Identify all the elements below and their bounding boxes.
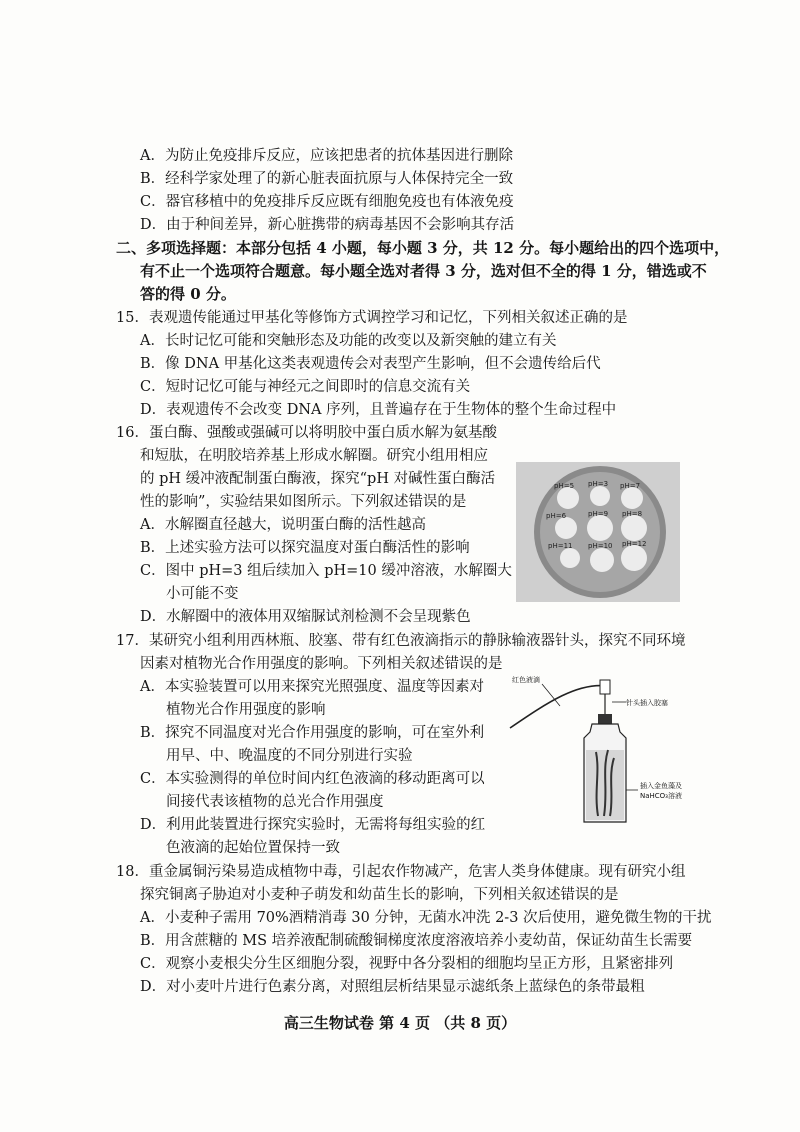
q17-option-a: A．本实验装置可以用来探究光照强度、温度等因素对 xyxy=(140,679,484,695)
q16-option-a: A．水解圈直径越大，说明蛋白酶的活性越高 xyxy=(140,517,426,533)
q15-option-b: B．像 DNA 甲基化这类表观遗传会对表型产生影响，但不会遗传给后代 xyxy=(140,356,601,372)
drop-pointer xyxy=(542,684,560,706)
q15-option-a: A．长时记忆可能和突触形态及功能的改变以及新突触的建立有关 xyxy=(140,333,557,349)
hydrolysis-circle xyxy=(555,517,577,539)
hydrolysis-circle xyxy=(621,487,643,509)
dish-label-ph9: pH=9 xyxy=(588,510,609,518)
hydrolysis-circles xyxy=(555,486,647,572)
tube-connector xyxy=(600,680,610,694)
apparatus-figure xyxy=(508,672,688,832)
dish-label-ph11: pH=11 xyxy=(548,542,573,550)
hydrolysis-circle xyxy=(587,515,613,541)
q16-stem-line4: 性的影响”，实验结果如图所示。下列叙述错误的是 xyxy=(140,494,467,510)
hydrolysis-circle xyxy=(590,548,614,572)
label-solution: NaHCO₃溶液 xyxy=(640,792,682,800)
section2-heading-line2: 有不止一个选项符合题意。每小题全选对者得 3 分，选对但不全的得 1 分，错选或不 xyxy=(140,262,707,280)
q17-option-b-cont: 用早、中、晚温度的不同分别进行实验 xyxy=(166,748,413,764)
q16-stem-line3: 的 pH 缓冲液配制蛋白酶液，探究“pH 对碱性蛋白酶活 xyxy=(140,471,496,487)
petri-dish-figure xyxy=(516,462,680,602)
q16-option-d: D．水解圈中的液体用双缩脲试剂检测不会呈现紫色 xyxy=(140,609,471,625)
q17-option-d-cont: 色液滴的起始位置保持一致 xyxy=(166,840,340,856)
q17-option-d: D．利用此装置进行探究实验时，无需将每组实验的红 xyxy=(140,817,486,833)
dish-label-ph12: pH=12 xyxy=(622,540,647,548)
label-needle: 针头插入胶塞 xyxy=(626,699,668,707)
label-plant: 插入金鱼藻及 xyxy=(640,782,682,790)
dish-label-ph5: pH=5 xyxy=(554,482,575,490)
q18-option-c: C．观察小麦根尖分生区细胞分裂，视野中各分裂相的细胞均呈正方形，且紧密排列 xyxy=(140,956,674,972)
q15-option-d: D．表观遗传不会改变 DNA 序列，且普遍存在于生物体的整个生命过程中 xyxy=(140,402,617,418)
q16-option-c-cont: 小可能不变 xyxy=(166,586,239,602)
q17-option-b: B．探究不同温度对光合作用强度的影响，可在室外利 xyxy=(140,725,485,741)
infusion-tube xyxy=(510,685,608,728)
dish-label-ph3: pH=3 xyxy=(588,480,609,488)
q14-option-c: C．器官移植中的免疫排斥反应既有细胞免疫也有体液免疫 xyxy=(140,194,514,210)
q18-stem-line1: 18．重金属铜污染易造成植物中毒，引起农作物减产，危害人类身体健康。现有研究小组 xyxy=(116,864,686,880)
q18-option-b: B．用含蔗糖的 MS 培养液配制硫酸铜梯度浓度溶液培养小麦幼苗，保证幼苗生长需要 xyxy=(140,933,693,949)
q16-stem-line1: 16．蛋白酶、强酸或强碱可以将明胶中蛋白质水解为氨基酸 xyxy=(116,425,497,441)
q17-option-a-cont: 植物光合作用强度的影响 xyxy=(166,702,326,718)
q14-option-a: A．为防止免疫排斥反应，应该把患者的抗体基因进行删除 xyxy=(140,148,513,164)
hydrolysis-circle xyxy=(557,487,579,509)
q16-option-b: B．上述实验方法可以探究温度对蛋白酶活性的影响 xyxy=(140,540,470,556)
q14-option-b: B．经科学家处理了的新心脏表面抗原与人体保持完全一致 xyxy=(140,171,514,187)
dish-label-ph6: pH=6 xyxy=(546,512,567,520)
q18-option-a: A．小麦种子需用 70%酒精消毒 30 分钟，无菌水冲洗 2-3 次后使用，避免微生物的干扰 xyxy=(140,910,712,926)
q14-option-d: D．由于种间差异，新心脏携带的病毒基因不会影响其存活 xyxy=(140,217,515,233)
q15-stem: 15．表观遗传能通过甲基化等修饰方式调控学习和记忆，下列相关叙述正确的是 xyxy=(116,310,628,326)
q17-stem-line2: 因素对植物光合作用强度的影响。下列相关叙述错误的是 xyxy=(140,656,503,672)
q17-stem-line1: 17．某研究小组利用西林瓶、胶塞、带有红色液滴指示的静脉输液器针头，探究不同环境 xyxy=(116,633,686,649)
page-footer: 高三生物试卷 第 4 页 （共 8 页） xyxy=(283,1014,517,1032)
q15-option-c: C．短时记忆可能与神经元之间即时的信息交流有关 xyxy=(140,379,471,395)
q17-option-c: C．本实验测得的单位时间内红色液滴的移动距离可以 xyxy=(140,771,485,787)
label-red-drop: 红色液滴 xyxy=(512,676,540,684)
q16-option-c: C．图中 pH=3 组后续加入 pH=10 缓冲溶液，水解圈大 xyxy=(140,563,512,579)
q18-option-d: D．对小麦叶片进行色素分离，对照组层析结果显示滤纸条上蓝绿色的条带最粗 xyxy=(140,979,645,995)
q17-option-c-cont: 间接代表该植物的总光合作用强度 xyxy=(166,794,384,810)
dish-label-ph8: pH=8 xyxy=(622,510,643,518)
q18-stem-line2: 探究铜离子胁迫对小麦种子萌发和幼苗生长的影响，下列相关叙述错误的是 xyxy=(140,887,619,903)
hydrolysis-circle xyxy=(590,486,610,506)
hydrolysis-circle xyxy=(621,545,647,571)
dish-label-ph7: pH=7 xyxy=(620,482,641,490)
hydrolysis-circle xyxy=(560,548,580,568)
hydrolysis-circle xyxy=(621,515,647,541)
rubber-stopper xyxy=(598,714,612,724)
section2-heading-line1: 二、多项选择题：本部分包括 4 小题，每小题 3 分，共 12 分。每小题给出的四个选项中， xyxy=(116,239,730,257)
dish-label-ph10: pH=10 xyxy=(588,542,613,550)
q16-stem-line2: 和短肽，在明胶培养基上形成水解圈。研究小组用相应 xyxy=(140,448,488,464)
section2-heading-line3: 答的得 0 分。 xyxy=(140,285,236,303)
